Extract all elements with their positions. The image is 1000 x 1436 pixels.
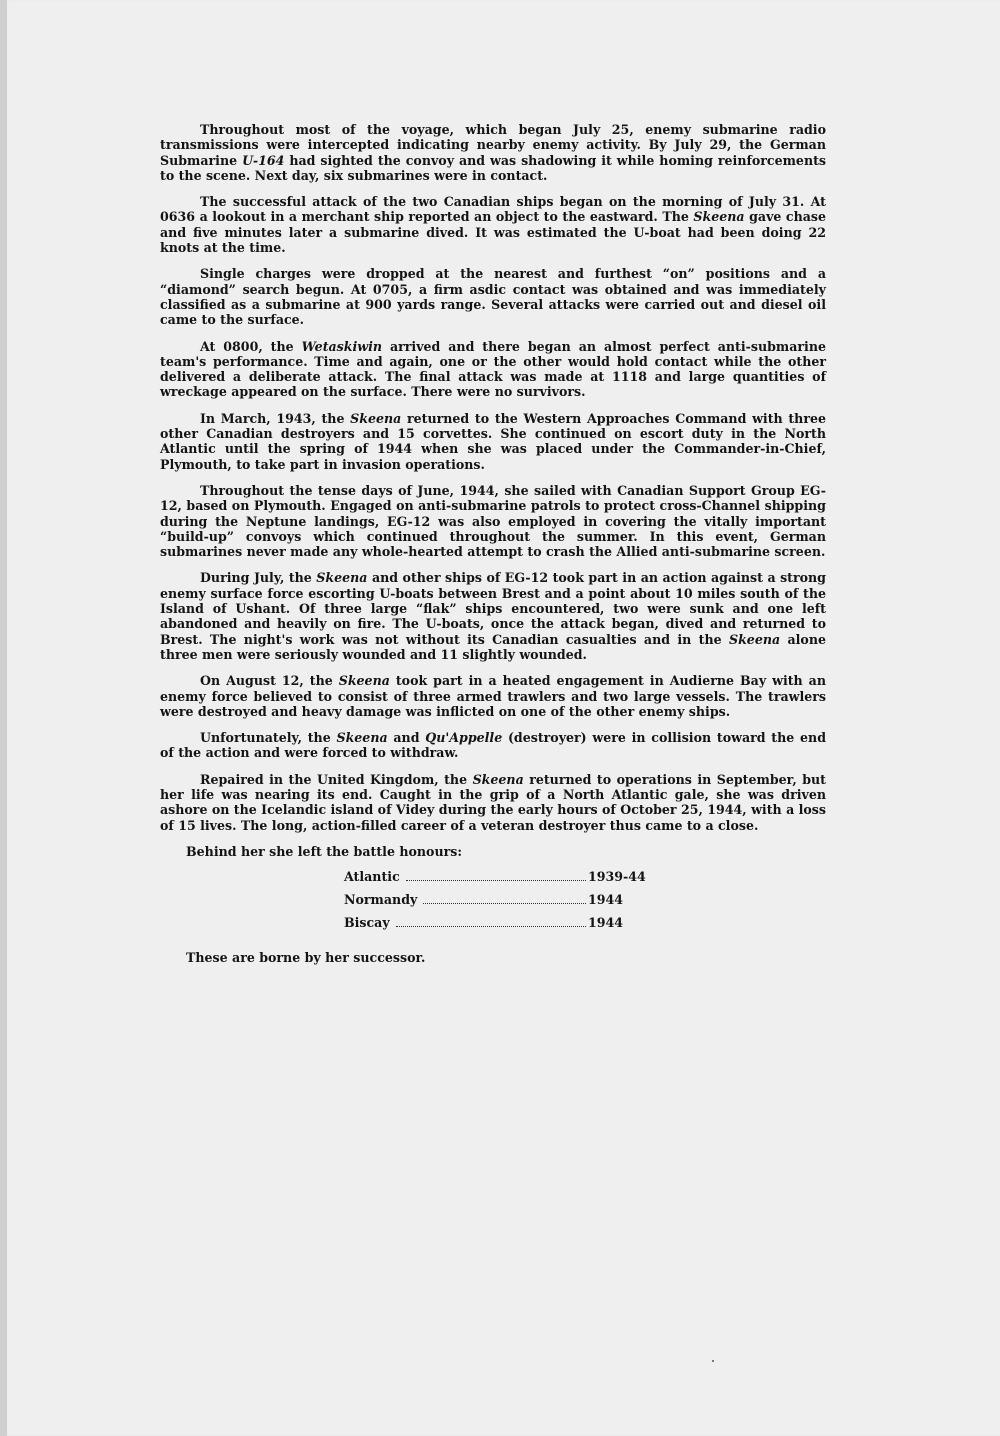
honour-row-biscay [344,915,644,938]
document-body [160,122,826,965]
paragraph-july-action: During July, the Skeena and other ships of EG-12 took part in an action against a strong enemy surface force escorting U-boats between Brest and a point about 10 miles south of the Island of Ushant. Of three large “flak” ships encountered, two were sunk and one left abandoned and heavily on fire. The U-boats, once the attack began, dived and returned to Brest. The night's work was not without its Canadian casualties and in the Skeena alone three men were seriously wounded and 11 slightly wounded. [160,570,826,662]
paragraph-voyage: Throughout most of the voyage, which began July 25, enemy submarine radio transmissions were intercepted indicating nearby enemy activity. By July 29, the German Submarine U-164 had sighted the convoy and was shadowing it while homing reinforcements to the scene. Next day, six submarines were in contact. [160,122,827,183]
battle-honours-list [344,869,644,938]
honour-name: Atlantic [344,869,400,885]
honours-intro: Behind her she left the battle honours: [186,843,462,859]
paragraph-collision: Unfortunately, the Skeena and Qu'Appelle (destroyer) were in collision toward the end of the action and were forced to withdraw. [160,730,826,761]
paragraph-august-12: On August 12, the Skeena took part in a heated engagement in Audierne Bay with an enemy force believed to consist of three armed trawlers and two large vessels. The trawlers were destroyed and heavy damage was inflicted on one of the other enemy ships. [160,673,826,719]
paragraph-march-1943: In March, 1943, the Skeena returned to the Western Approaches Command with three other Canadian destroyers and 15 corvettes. She continued on escort duty in the North Atlantic until the spring of 1944 when she was placed under the Commander-in-Chief, Plymouth, to take part in invasion operations. [160,410,826,472]
honour-years: 1944 [588,915,624,931]
honour-name: Normandy [344,892,418,908]
paragraph-final-loss: Repaired in the United Kingdom, the Skeena returned to operations in September, but her life was nearing its end. Caught in the grip of a North Atlantic gale, she was driven ashore on the Icelandic island of Videy during the early hours of October 25, 1944, with a loss of 15 lives. The long, action-filled career of a veteran destroyer thus came to a close. [160,771,826,833]
scan-speck [712,1360,714,1362]
honour-name: Biscay [344,915,390,931]
paragraph-wetaskiwin: At 0800, the Wetaskiwin arrived and there began an almost perfect anti-submarine team's performance. Time and again, one or the other would hold contact while the other delivered a deliberate attack. The final attack was made at 1118 and large quantities of wreckage appeared on the surface. There were no survivors. [160,338,827,400]
paragraph-charges: Single charges were dropped at the nearest and furthest “on” positions and a “diamond” search begun. At 0705, a firm asdic contact was obtained and was immediately classified as a submarine at 900 yards range. Several attacks were carried out and diesel oil came to the surface. [160,266,826,328]
honour-row-normandy [344,892,644,915]
page-edge-shadow [0,0,7,1436]
honour-years: 1944 [588,892,624,908]
dot-leader [406,879,586,881]
honour-years: 1939-44 [588,869,646,885]
paragraph-june-1944: Throughout the tense days of June, 1944, she sailed with Canadian Support Group EG-12, based on Plymouth. Engaged on anti-submarine patrols to protect cross-Channel shipping during the Neptune landings, EG-12 was also employed in covering the vitally important “build-up” convoys which continued throughout the summer. In this event, German submarines never made any whole-hearted attempt to crash the Allied anti-submarine screen. [160,482,826,560]
honour-row-atlantic [344,869,644,892]
closing-line: These are borne by her successor. [186,950,426,966]
dot-leader [396,925,586,927]
paragraph-attack: The successful attack of the two Canadian ships began on the morning of July 31. At 0636 a lookout in a merchant ship reported an object to the eastward. The Skeena gave chase and five minutes later a submarine dived. It was estimated the U-boat had been doing 22 knots at the time. [160,194,827,256]
dot-leader [423,902,586,904]
